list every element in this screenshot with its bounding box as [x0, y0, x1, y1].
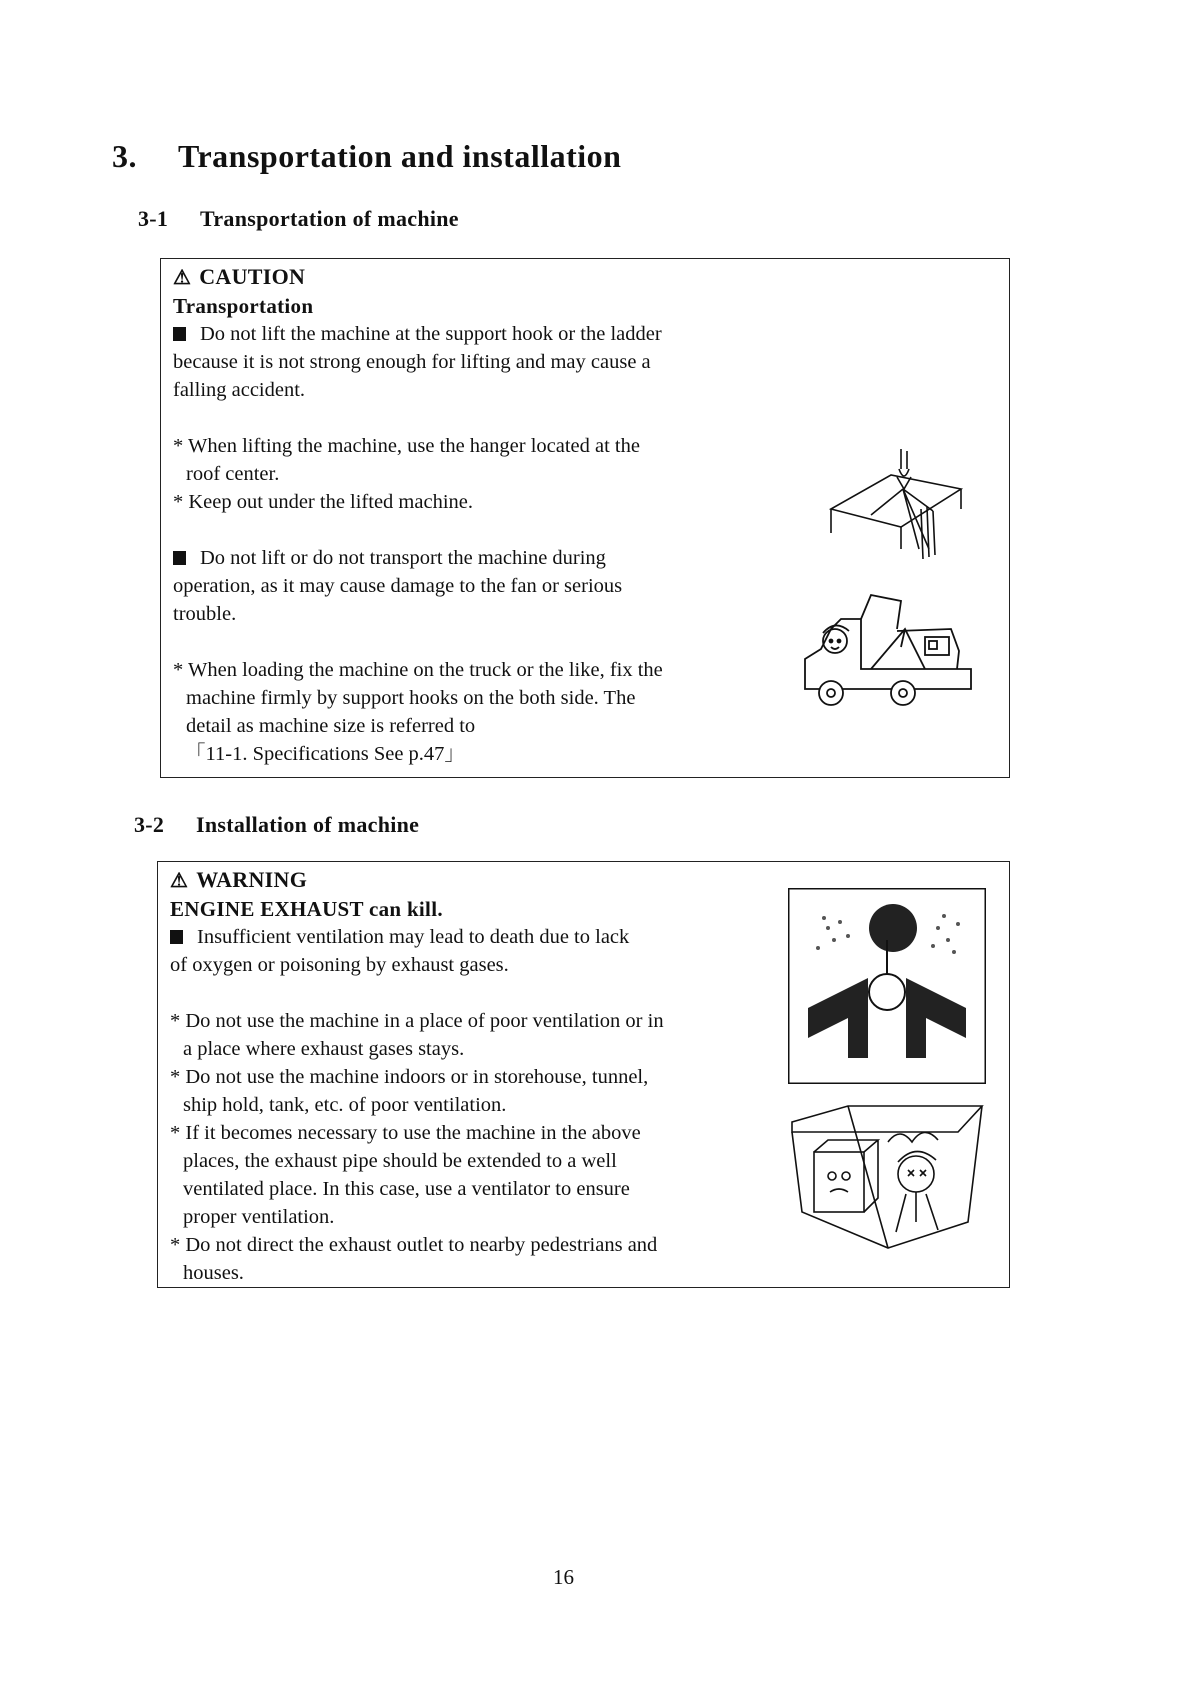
- warning-triangle-icon: ⚠: [170, 870, 189, 892]
- warning-label: WARNING: [196, 867, 308, 892]
- caution-paragraph-2-line-3: trouble.: [173, 603, 237, 625]
- warning-note-3-line-2: places, the exhaust pipe should be extended to a well: [183, 1150, 617, 1172]
- truck-illustration: [801, 589, 981, 719]
- caution-note-1-line-2: roof center.: [186, 463, 280, 485]
- warning-note-2-line-2: ship hold, tank, etc. of poor ventilation.: [183, 1094, 507, 1116]
- caution-paragraph-1-line-2: because it is not strong enough for lifting and may cause a: [173, 351, 651, 373]
- caution-text: [173, 263, 813, 768]
- subsection-number: 3-1: [138, 206, 169, 231]
- specifications-reference: 「11-1. Specifications See p.47」: [185, 743, 465, 765]
- caution-label: CAUTION: [199, 264, 306, 289]
- caution-paragraph-2: Do not lift or do not transport the machine during: [173, 544, 813, 572]
- warning-note-3: * If it becomes necessary to use the machine in the above: [170, 1122, 641, 1144]
- warning-label-row: [170, 866, 770, 895]
- caution-note-3-line-3: detail as machine size is referred to: [186, 715, 476, 737]
- caution-paragraph-1: Do not lift the machine at the support hook or the ladder: [173, 320, 813, 348]
- warning-note-1: * Do not use the machine in a place of poor ventilation or in: [170, 1010, 664, 1032]
- section-title: Transportation and installation: [178, 138, 622, 174]
- caution-box: [160, 258, 1010, 778]
- lifted-machine-illustration: [811, 449, 971, 569]
- subsection-heading-transportation: [138, 206, 459, 232]
- warning-paragraph-1: Insufficient ventilation may lead to death due to lack: [170, 923, 770, 951]
- bullet-square-icon: [173, 551, 186, 565]
- warning-box: [157, 861, 1010, 1288]
- warning-paragraph-1-line-2: of oxygen or poisoning by exhaust gases.: [170, 954, 509, 976]
- caution-note-2: * Keep out under the lifted machine.: [173, 491, 473, 513]
- caution-note-3-line-2: machine firmly by support hooks on the both side. The: [186, 687, 636, 709]
- subsection-title: Installation of machine: [196, 812, 420, 837]
- warning-note-1-line-2: a place where exhaust gases stays.: [183, 1038, 465, 1060]
- caution-note-3: * When loading the machine on the truck or the like, fix the: [173, 659, 663, 681]
- caution-paragraph-2-line-2: operation, as it may cause damage to the fan or serious: [173, 575, 623, 597]
- caution-paragraph-1-line-3: falling accident.: [173, 379, 306, 401]
- subsection-title: Transportation of machine: [200, 206, 459, 231]
- caution-heading: Transportation: [173, 294, 314, 318]
- warning-note-2: * Do not use the machine indoors or in storehouse, tunnel,: [170, 1066, 649, 1088]
- section-heading: [112, 138, 621, 175]
- warning-note-4-line-2: houses.: [183, 1262, 244, 1284]
- bullet-square-icon: [173, 327, 186, 341]
- warning-note-3-line-4: proper ventilation.: [183, 1206, 335, 1228]
- page-number: 16: [553, 1565, 574, 1589]
- subsection-heading-installation: [134, 812, 419, 838]
- caution-note-1: * When lifting the machine, use the hanger located at the: [173, 435, 640, 457]
- caution-label-row: [173, 263, 813, 292]
- warning-heading: ENGINE EXHAUST can kill.: [170, 897, 443, 921]
- warning-text: [170, 866, 770, 1287]
- warning-note-4: * Do not direct the exhaust outlet to nearby pedestrians and: [170, 1234, 658, 1256]
- subsection-number: 3-2: [134, 812, 165, 837]
- section-number: 3.: [112, 138, 137, 174]
- warning-triangle-icon: ⚠: [173, 267, 192, 289]
- exhaust-hazard-pictogram: [788, 888, 986, 1084]
- bullet-square-icon: [170, 930, 183, 944]
- warning-note-3-line-3: ventilated place. In this case, use a ventilator to ensure: [183, 1178, 630, 1200]
- enclosed-space-illustration: [788, 1102, 986, 1252]
